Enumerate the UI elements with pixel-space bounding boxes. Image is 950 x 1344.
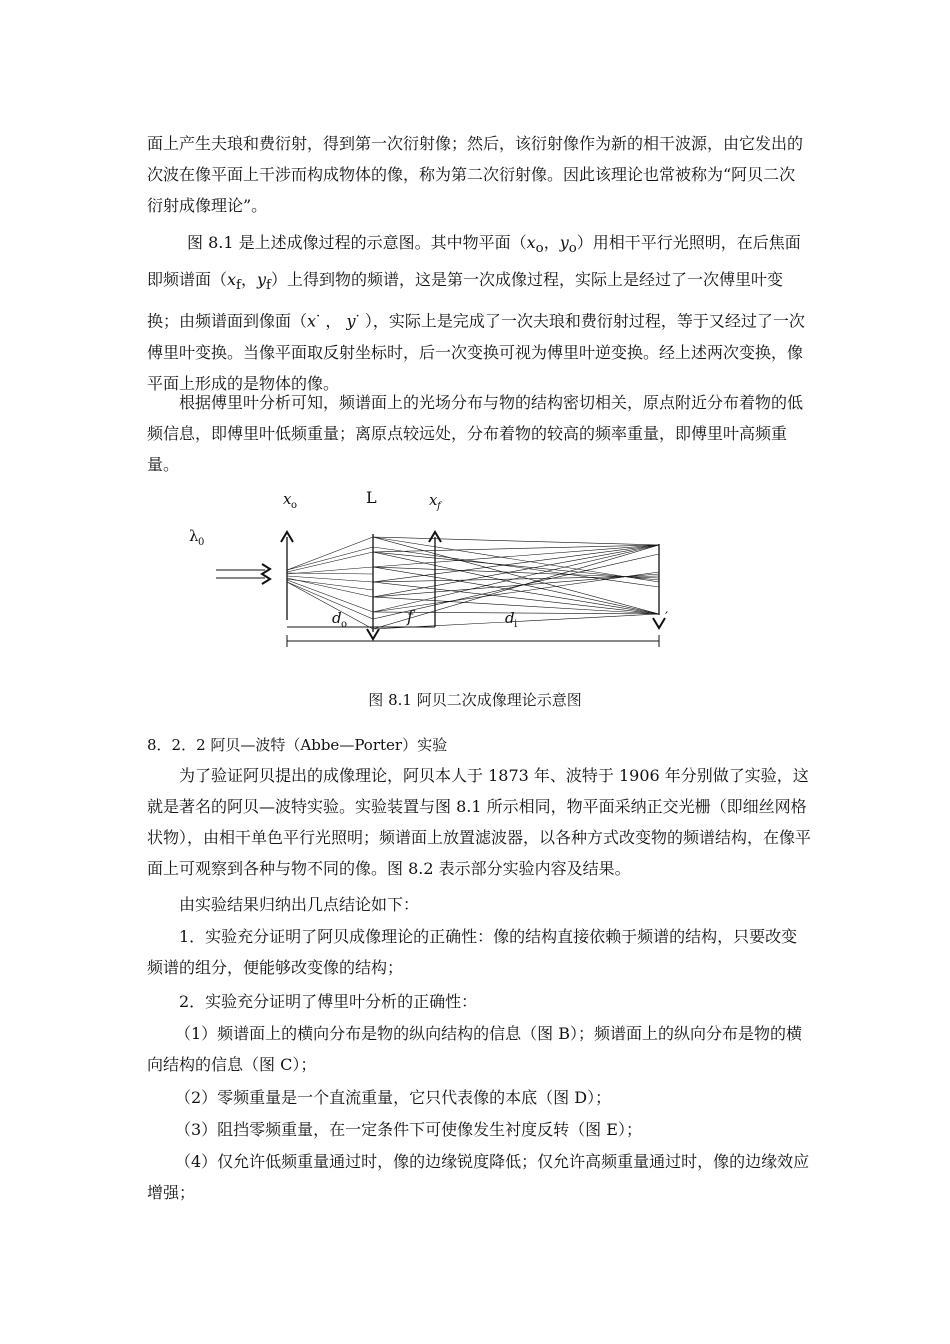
para2-comma-2: ， [240, 270, 257, 290]
para2-comma-3: ， [320, 311, 347, 331]
paragraph-conclusions-intro: 由实验结果归纳出几点结论如下： [179, 895, 420, 914]
paragraph-diffraction-intro: 面上产生夫琅和费衍射，得到第一次衍射像；然后，该衍射像作为新的相干波源，由它发出的次波在像平面上干涉而构成物体的像，称为第二次衍射像。因此该理论也常被称为“阿贝二次衍射成像理论”。 [147, 134, 804, 215]
sub-f-2: f [266, 278, 271, 294]
paragraph-conclusion-2-4: （4）仅允许低频重量通过时，像的边缘锐度降低；仅允许高频重量通过时，像的边缘效应增强； [147, 1152, 810, 1202]
var-x: x [526, 233, 536, 252]
para2-comma: ， [543, 233, 560, 252]
label-xf-sub: f [437, 501, 441, 512]
abbe-imaging-diagram [180, 482, 680, 652]
abbe-imaging-figure [180, 482, 680, 652]
image-plane-arrow [653, 618, 665, 628]
var-xf: x [227, 270, 237, 290]
label-do: d [332, 609, 342, 627]
label-xf: x [429, 491, 438, 509]
sub-f: f [236, 278, 241, 294]
sub-o: o [535, 241, 544, 257]
var-yf: y [257, 270, 267, 290]
var-xi: x [307, 311, 317, 331]
para2-text-2: ）用相干平行光照明，在后焦面即频谱面（ [147, 233, 801, 290]
label-do-sub: o [341, 619, 348, 630]
paragraph-conclusion-2: 2．实验充分证明了傅里叶分析的正确性： [179, 992, 478, 1011]
paragraph-figure-description [147, 227, 811, 399]
label-focal: f [407, 607, 413, 626]
label-lens: L [366, 488, 377, 507]
label-image-prime: ′ [665, 610, 669, 626]
sub-o-2: o [568, 241, 577, 257]
paragraph-conclusion-2-3: （3）阻挡零频重量，在一定条件下可使像发生衬度反转（图 E）； [175, 1120, 642, 1139]
var-y: y [559, 233, 569, 252]
label-di-sub: i [514, 619, 518, 630]
paragraph-abbe-porter-experiment: 为了验证阿贝提出的成像理论，阿贝本人于 1873 年、波特于 1906 年分别做了实验，这就是著名的阿贝—波特实验。实验装置与图 8.1 所示相同，物平面采纳正交光栅（即细丝网格状物），由相干单色平行光照明；频谱面上放置滤波器，以各种方式改变物的频谱结构，在像平面上可观察到各种与物不同的像。图 8.2 表示部分实验内容及结果。 [147, 766, 812, 878]
paragraph-fourier-analysis: 根据傅里叶分析可知，频谱面上的光场分布与物的结构密切相关，原点附近分布着物的低频信息，即傅里叶低频重量；离原点较远处，分布着物的较高的频率重量，即傅里叶高频重量。 [147, 393, 804, 474]
incident-arrowheads [262, 564, 270, 584]
prime-mark: · [316, 309, 321, 325]
label-xo: x [283, 490, 292, 508]
label-xo-sub: o [291, 500, 298, 511]
figure-caption: 图 8.1 阿贝二次成像理论示意图 [368, 691, 582, 709]
para2-text-1: 图 8.1 是上述成像过程的示意图。其中物平面（ [187, 233, 527, 252]
section-heading: 8．2．2 阿贝—波特（Abbe—Porter）实验 [147, 736, 448, 754]
para2-text-3: ）上得到物的频谱，这是第一次成像过程，实际上是经过了一次傅里叶变换；由频谱面到像面（ [147, 270, 783, 331]
label-lambda-sub: 0 [198, 537, 205, 548]
paragraph-conclusion-1: 1．实验充分证明了阿贝成像理论的正确性：像的结构直接依赖于频谱的结构，只要改变频谱的组分，便能够改变像的结构； [147, 927, 798, 977]
prime-mark-2: · [355, 309, 360, 325]
ray-bundle [287, 537, 659, 629]
var-yi: y [346, 311, 356, 331]
label-di: d [505, 609, 515, 627]
paragraph-conclusion-2-2: （2）零频重量是一个直流重量，它只代表像的本底（图 D）； [175, 1088, 612, 1107]
paragraph-conclusion-2-1: （1）频谱面上的横向分布是物的纵向结构的信息（图 B）；频谱面上的纵向分布是物的横向结构的信息（图 C）； [147, 1024, 803, 1074]
para2-text-4: ），实际上是完成了一次夫琅和费衍射过程，等于又经过了一次傅里叶变换。当像平面取反射坐标时，后一次变换可视为傅里叶逆变换。经上述两次变换，像平面上形成的是物体的像。 [147, 311, 805, 393]
label-lambda: λ [189, 527, 199, 545]
